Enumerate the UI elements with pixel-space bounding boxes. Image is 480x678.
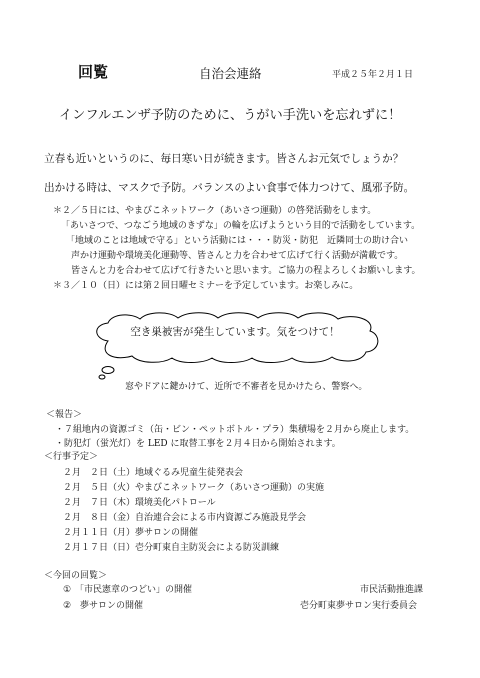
intro-line-1: 立春も近いというのに、毎日寒い日が続きます。皆さんお元気でしょうか？ xyxy=(44,153,404,165)
circular-item-label: 「市民憲章のつどい」の開催 xyxy=(75,585,193,595)
notice-line: 声かけ運動や環境美化運動等、皆さんと力を合わせて広げて行く活動が満載です。 xyxy=(71,251,404,261)
schedule-item: ２月１１日（月）夢サロンの開催 xyxy=(63,528,199,538)
circular-item-number: ① xyxy=(63,585,72,595)
intro-line-2: 出かける時は、マスクで予防。バランスのよい食事で体力つけて、風邪予防。 xyxy=(44,182,415,194)
schedule-item: ２月 ２日（土）地域ぐるみ児童生徒発表会 xyxy=(63,468,244,478)
schedule-item: ２月 ７日（木）環境美化パトロール xyxy=(63,498,216,508)
cloud-message: 空き巣被害が発生しています。気をつけて！ xyxy=(130,326,340,338)
schedule-item: ２月 ８日（金）自治連合会による市内資源ごみ施設見学会 xyxy=(63,513,307,523)
notice-line: ＊２／５日には、やまびこネットワーク（あいさつ運動）の啓発活動をします。 xyxy=(53,206,377,216)
report-item: ・７組地内の資源ゴミ（缶・ビン・ペットボトル・プラ）集積場を２月から廃止します。 xyxy=(55,425,415,435)
notice-line: ＊３／１０（日）には第２回日曜セミナーを予定しています。お楽しみに。 xyxy=(53,281,359,291)
notice-line: 「あいさつで、つなごう地域のきずな」の輪を広げようという目的で活動をしています。 xyxy=(61,221,421,231)
headline: インフルエンザ予防のために、うがい手洗いを忘れずに！ xyxy=(59,108,402,123)
schedule-item: ２月１７日（日）壱分町東自主防災会による防災訓練 xyxy=(63,543,280,553)
circular-heading: ＜今回の回覧＞ xyxy=(44,571,108,581)
notice-line: 「地域のことは地域で守る」という活動には・・・防災・防犯 近隣同士の助け合い xyxy=(66,236,409,246)
warning-cloud xyxy=(86,311,384,365)
report-heading: ＜報告＞ xyxy=(46,410,83,420)
cloud-tail-icon xyxy=(98,366,118,380)
circular-item-org: 壱分町東夢サロン実行委員会 xyxy=(300,601,418,611)
report-item: ・防犯灯（蛍光灯）を LED に取替工事を２月４日から開始されます。 xyxy=(55,439,341,449)
circular-item-org: 市民活動推進課 xyxy=(360,585,424,595)
schedule-item: ２月 ５日（火）やまびこネットワーク（あいさつ運動）の実施 xyxy=(63,483,325,493)
cloud-sub-text: 窓やドアに鍵かけて、近所で不審者を見かけたら、警察へ。 xyxy=(125,382,368,392)
circular-item-label: 夢サロンの開催 xyxy=(80,601,144,611)
doc-title: 回覧 xyxy=(78,63,109,81)
schedule-heading: ＜行事予定＞ xyxy=(44,452,99,462)
org-name: 自治会連絡 xyxy=(199,66,262,81)
doc-date: 平成２５年２月１日 xyxy=(332,70,414,80)
circular-item-number: ② xyxy=(63,601,72,611)
notice-line: 皆さんと力を合わせて広げて行きたいと思います。ご協力の程よろしくお願いします。 xyxy=(71,266,421,276)
